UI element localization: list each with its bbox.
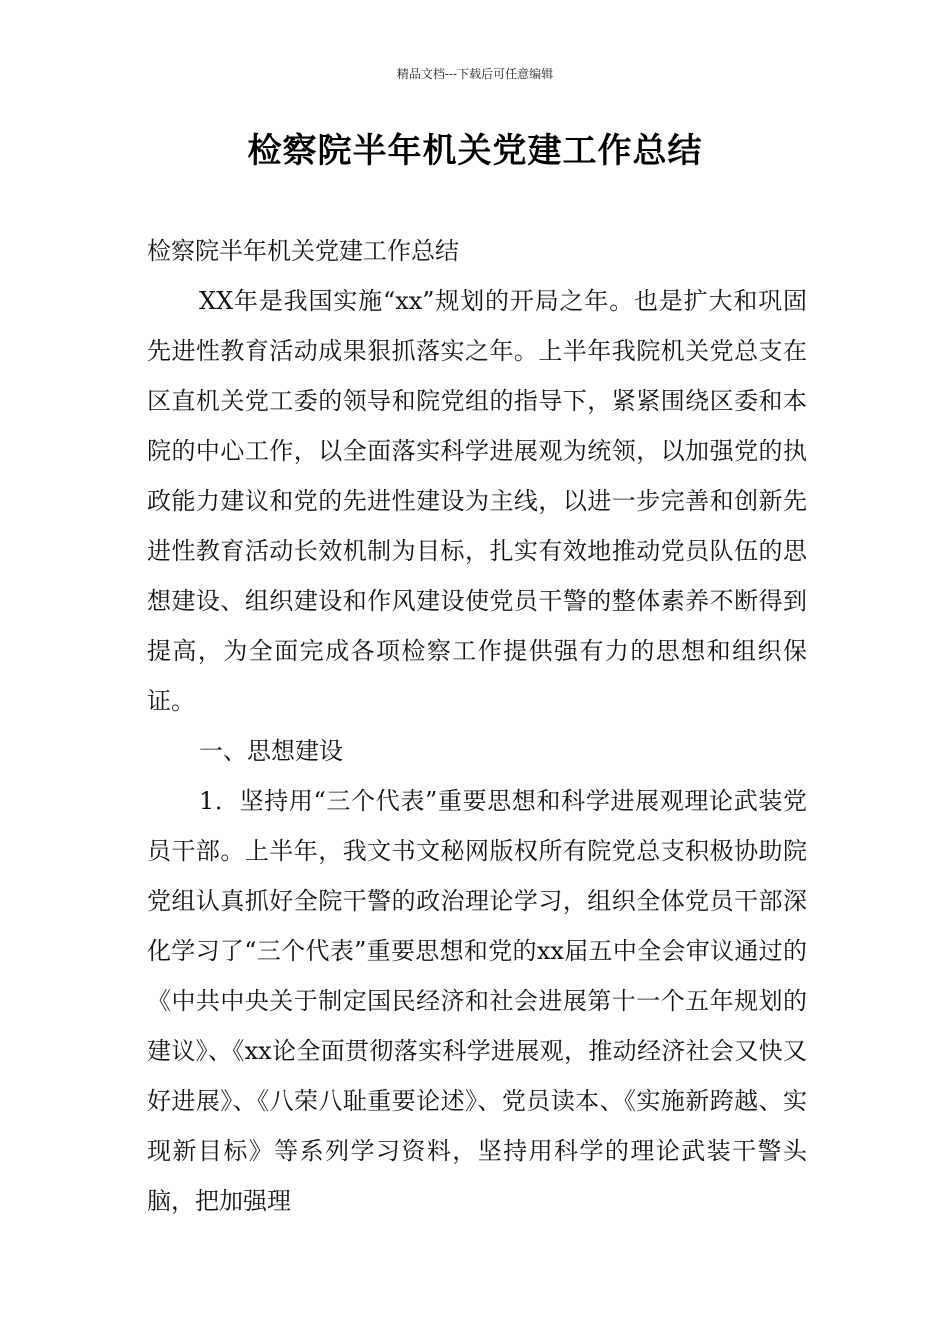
paragraph-intro: XX年是我国实施“xx”规划的开局之年。也是扩大和巩固先进性教育活动成果狠抓落实之年。上半年我院机关党总支在区直机关党工委的领导和院党组的指导下，紧紧围绕区委和本院的中心工作，以全面落实科学进展观为统领，以加强党的执政能力建议和党的先进性建设为主线，以进一步完善和创新先进性教育活动长效机制为目标，扎实有效地推动党员队伍的思想建设、组织建设和作风建设使党员干警的整体素养不断得到提高，为全面完成各项检察工作提供强有力的思想和组织保证。 bbox=[147, 287, 807, 715]
document-title: 检察院半年机关党建工作总结 bbox=[247, 131, 703, 171]
paragraph-ideology-1: 1．坚持用“三个代表”重要思想和科学进展观理论武装党员干部。上半年，我文书文秘网版权所有院党总支积极协助院党组认真抓好全院干警的政治理论学习，组织全体党员干部深化学习了“三个代表”重要思想和党的xx届五中全会审议通过的《中共中央关于制定国民经济和社会进展第十一个五年规划的建议》、《xx论全面贯彻落实科学进展观，推动经济社会又快又好进展》、《八荣八耻重要论述》、党员读本、《实施新跨越、实现新目标》等系列学习资料，坚持用科学的理论武装干警头脑，把加强理 bbox=[147, 787, 807, 1215]
header-note: 精品文档---下载后可任意编辑 bbox=[396, 67, 554, 81]
document-subtitle: 检察院半年机关党建工作总结 bbox=[147, 237, 459, 265]
document-body bbox=[147, 226, 807, 1226]
section-heading-ideology: 一、思想建设 bbox=[199, 737, 343, 765]
